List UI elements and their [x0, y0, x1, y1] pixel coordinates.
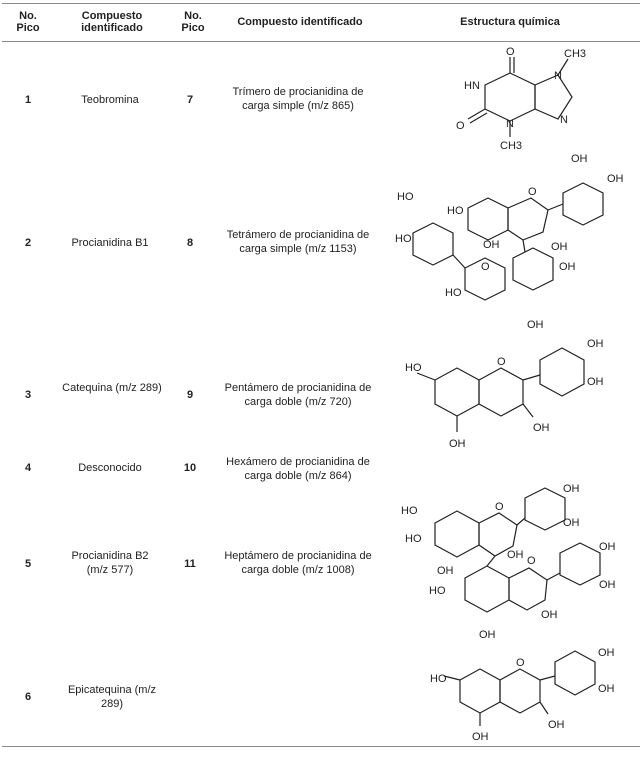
b2-ho-3: HO: [405, 533, 422, 545]
b2-oh-6: OH: [599, 579, 616, 591]
row-2-pico-a: 2: [24, 237, 32, 249]
row-2-compuesto-a: Procianidina B1: [71, 237, 149, 249]
row-4-compuesto-b: Hexámero de procianidina de carga doble (m/z 864): [226, 456, 370, 482]
b2-oh-2: OH: [563, 517, 580, 529]
b2-oh-8: OH: [541, 609, 558, 621]
catechin-o: O: [497, 356, 506, 368]
procyanidin-b2-structure-icon: [395, 478, 635, 648]
theobromine-n-right: N: [560, 114, 568, 126]
epicatechin-oh-3: OH: [548, 719, 565, 731]
b1-ho-4: HO: [445, 287, 462, 299]
table-bottom-rule: [2, 746, 640, 747]
b1-oh-6: OH: [527, 319, 544, 331]
b2-oh-7: OH: [479, 629, 496, 641]
row-1-pico-a: 1: [24, 94, 32, 106]
row-1-compuesto-b: Trímero de procianidina de carga simple (m/z 865): [232, 86, 364, 112]
epicatechin-oh-2: OH: [598, 683, 615, 695]
b1-ho-2: HO: [395, 233, 412, 245]
b2-oh-5: OH: [599, 541, 616, 553]
row-5-compuesto-a: Procianidina B2 (m/z 577): [71, 550, 149, 576]
epicatechin-oh-1: OH: [598, 647, 615, 659]
row-5-compuesto-b: Heptámero de procianidina de carga doble (m/z 1008): [224, 550, 372, 576]
epicatechin-ho: HO: [430, 673, 447, 685]
b1-oh-1: OH: [571, 153, 588, 165]
b1-oh-5: OH: [559, 261, 576, 273]
header-rule: [2, 41, 640, 42]
b1-oh-2: OH: [607, 173, 624, 185]
row-4-pico-b: 10: [183, 462, 197, 474]
catechin-oh-3: OH: [533, 422, 550, 434]
b2-ho-2: HO: [429, 585, 446, 597]
row-5-pico-b: 11: [184, 558, 196, 570]
row-2-pico-b: 8: [186, 237, 194, 249]
theobromine-n-top: N: [554, 70, 562, 82]
theobromine-ch3-top: CH3: [564, 48, 587, 60]
row-4-compuesto-a: Desconocido: [78, 462, 142, 474]
theobromine-hn: HN: [464, 80, 480, 92]
catechin-oh-1: OH: [587, 338, 604, 350]
catechin-oh-2: OH: [587, 376, 604, 388]
row-2-compuesto-b: Tetrámero de procianidina de carga simple (m/z 1153): [226, 229, 370, 255]
b1-oh-3: OH: [483, 239, 500, 251]
epicatechin-structure-icon: [430, 640, 630, 745]
catechin-structure-icon: [405, 335, 625, 455]
b2-o-1: O: [495, 501, 504, 513]
b1-ho-1: HO: [447, 205, 464, 217]
header-compuesto-2: Compuesto identificado: [237, 16, 363, 28]
b1-ho-3: HO: [397, 191, 414, 203]
b2-oh-1: OH: [563, 483, 580, 495]
b2-ho-1: HO: [401, 505, 418, 517]
procyanidin-b1-structure-icon: [393, 148, 633, 338]
b1-o-1: O: [528, 186, 537, 198]
row-3-pico-b: 9: [186, 389, 194, 401]
table-top-rule: [2, 3, 640, 4]
b2-oh-4: OH: [437, 565, 454, 577]
theobromine-structure-icon: [440, 45, 600, 155]
b2-oh-3: OH: [507, 549, 524, 561]
row-6-pico-a: 6: [24, 691, 32, 703]
header-compuesto-1: Compuesto identificado: [81, 10, 143, 34]
row-1-compuesto-a: Teobromina: [81, 94, 139, 106]
row-3-compuesto-b: Pentámero de procianidina de carga doble (m/z 720): [224, 382, 372, 408]
b2-o-2: O: [527, 555, 536, 567]
header-no-pico-2: No. Pico: [181, 10, 205, 34]
row-4-pico-a: 4: [24, 462, 32, 474]
b1-oh-4: OH: [551, 241, 568, 253]
row-6-compuesto-a: Epicatequina (m/z 289): [67, 684, 157, 710]
row-5-pico-a: 5: [24, 558, 32, 570]
b1-o-2: O: [481, 261, 490, 273]
row-3-compuesto-a: Catequina (m/z 289): [62, 382, 162, 394]
theobromine-n-bottom: N: [506, 118, 514, 130]
header-no-pico-1: No. Pico: [16, 10, 40, 34]
epicatechin-o: O: [516, 657, 525, 669]
theobromine-o-left: O: [456, 120, 465, 132]
epicatechin-oh-4: OH: [472, 731, 489, 743]
row-3-pico-a: 3: [24, 389, 32, 401]
header-estructura: Estructura química: [460, 16, 560, 28]
catechin-oh-4: OH: [449, 438, 466, 450]
theobromine-o-top: O: [506, 46, 515, 58]
row-1-pico-b: 7: [186, 94, 194, 106]
theobromine-ch3-bottom: CH3: [500, 140, 523, 152]
catechin-ho: HO: [405, 362, 422, 374]
